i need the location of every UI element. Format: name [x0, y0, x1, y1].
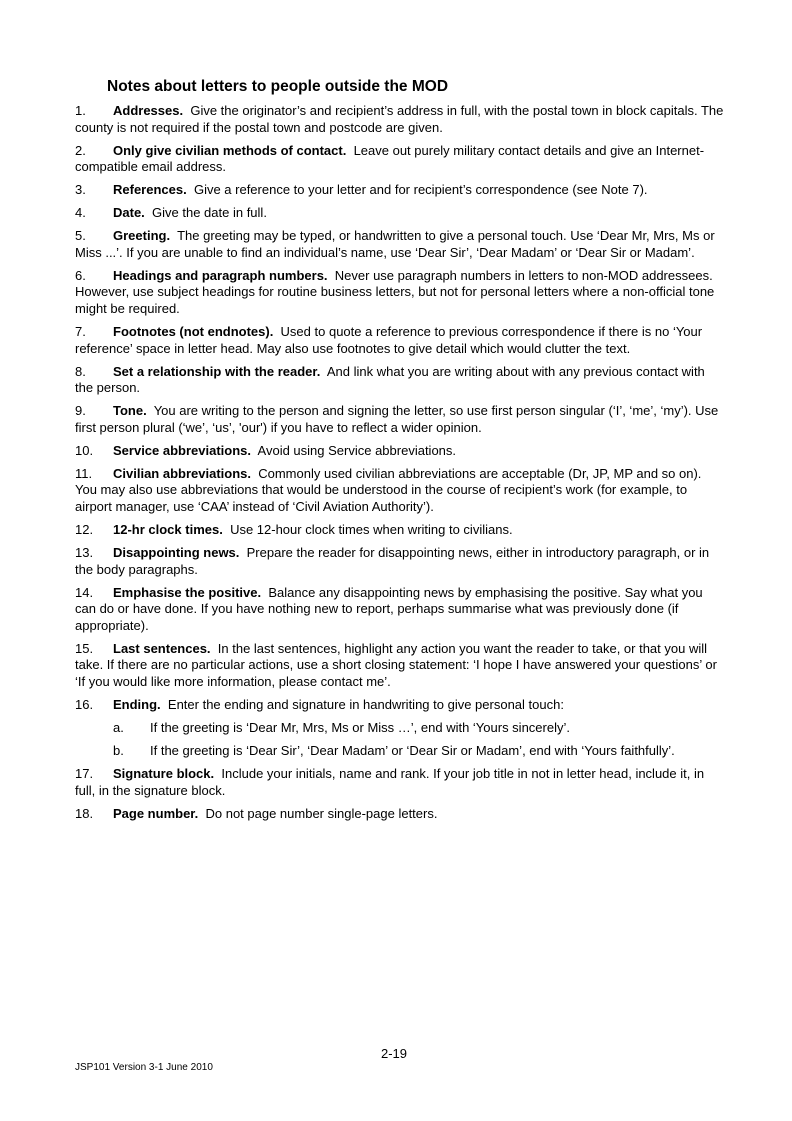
note-heading: Tone. — [113, 403, 147, 419]
note-15 — [75, 641, 725, 691]
note-heading: Addresses. — [113, 103, 184, 118]
note-heading: Ending. — [113, 696, 161, 712]
note-number: 4. — [75, 205, 86, 221]
note-text: Avoid using Service abbreviations. — [257, 442, 457, 458]
note-number: 7. — [75, 324, 86, 340]
note-number: 16. — [75, 696, 94, 712]
note-16 — [75, 697, 725, 714]
note-heading: Civilian abbreviations. — [113, 465, 251, 481]
note-text: The greeting may be typed, or handwritten to give a personal touch. Use ‘Dear Mr, Mrs, Ms or Miss ...’. If you are unable to find an individual’s name, use ‘Dear Sir’, ‘Dear Madam’ or ‘Dear Sir or Madam’. — [75, 228, 715, 260]
note-number: 14. — [75, 584, 94, 600]
note-text: In the last sentences, highlight any action you want the reader to take, or that you will take. If there are no particular actions, use a short closing statement: ‘I hope I have answered your questions’ or ‘If you would like more information, please contact me’. — [75, 640, 717, 689]
note-text: Commonly used civilian abbreviations are acceptable (Dr, JP, MP and so on). You may also use abbreviations that would be understood in the course of recipient’s work (for example, to airport manager, use ‘CAA’ instead of ‘Civil Aviation Authority’). — [75, 465, 702, 514]
note-13 — [75, 545, 725, 578]
sub-note-letter: b. — [113, 743, 124, 759]
note-number: 2. — [75, 142, 86, 158]
note-5 — [75, 228, 725, 261]
note-number: 10. — [75, 442, 94, 458]
note-9 — [75, 403, 725, 436]
note-2 — [75, 143, 725, 176]
note-text: And link what you are writing about with any previous contact with the person. — [75, 363, 705, 396]
note-heading: Date. — [113, 205, 145, 221]
note-number: 1. — [75, 103, 86, 118]
document-reference-footer: JSP101 Version 3-1 June 2010 — [75, 1062, 213, 1073]
note-text: Include your initials, name and rank. If your job title in not in letter head, include it, in full, in the signature block. — [75, 766, 705, 798]
note-number: 3. — [75, 182, 86, 198]
note-10 — [75, 443, 725, 460]
page-number: 2-19 — [381, 1046, 408, 1061]
note-4 — [75, 205, 725, 222]
note-number: 11. — [75, 465, 93, 481]
note-heading: Signature block. — [113, 766, 215, 782]
note-8 — [75, 364, 725, 397]
note-text: Give the originator’s and recipient’s address in full, with the postal town in block capitals. The county is not required if the postal town and postcode are given. — [75, 103, 724, 135]
note-heading: Last sentences. — [113, 640, 211, 656]
note-12 — [75, 522, 725, 539]
note-heading: Disappointing news. — [113, 545, 240, 561]
note-text: Give the date in full. — [152, 205, 267, 221]
note-text: Used to quote a reference to previous correspondence if there is no ‘Your reference’ space in letter head. May also use footnotes to give detail which would clutter the text. — [75, 324, 703, 356]
sub-note-a — [75, 720, 725, 737]
note-18 — [75, 806, 725, 823]
note-heading: 12-hr clock times. — [113, 522, 223, 538]
sub-note-letter: a. — [113, 720, 124, 735]
note-heading: Service abbreviations. — [113, 442, 252, 458]
note-number: 8. — [75, 363, 86, 379]
note-heading: Greeting. — [113, 228, 171, 244]
sub-note-b — [75, 743, 725, 760]
note-1 — [75, 103, 725, 136]
note-14 — [75, 585, 725, 635]
note-heading: Headings and paragraph numbers. — [113, 267, 328, 283]
note-text: Balance any disappointing news by emphasising the positive. Say what you can do or have done. If you have nothing new to report, perhaps summarise what was previously done (if appropriate). — [75, 584, 703, 633]
sub-note-text: If the greeting is ‘Dear Sir’, ‘Dear Madam’ or ‘Dear Sir or Madam’, end with ‘Yours faithfully’. — [150, 743, 675, 759]
note-7 — [75, 324, 725, 357]
sub-note-text: If the greeting is ‘Dear Mr, Mrs, Ms or Miss …’, end with ‘Yours sincerely’. — [150, 720, 570, 735]
note-text: Do not page number single-page letters. — [205, 805, 438, 821]
note-heading: Set a relationship with the reader. — [113, 363, 321, 379]
note-number: 9. — [75, 403, 86, 419]
note-text: Never use paragraph numbers in letters to non-MOD addressees. However, use subject headings for routine business letters, but not for personal letters where a non-official tone might be required. — [75, 267, 715, 316]
note-text: Enter the ending and signature in handwriting to give personal touch: — [167, 696, 564, 712]
note-11 — [75, 466, 725, 516]
note-heading: References. — [113, 182, 187, 198]
note-text: You are writing to the person and signing the letter, so use first person singular (‘I’, ‘me’, ‘my’). Use first person plural (‘we’, ‘us’, 'our') if you have to reflect a wider opinion. — [75, 403, 719, 435]
note-text: Give a reference to your letter and for recipient’s correspondence (see Note 7). — [193, 182, 648, 198]
note-heading: Only give civilian methods of contact. — [113, 142, 347, 158]
note-number: 6. — [75, 267, 86, 283]
note-text: Use 12-hour clock times when writing to civilians. — [230, 522, 513, 538]
note-heading: Emphasise the positive. — [113, 584, 262, 600]
note-6 — [75, 268, 725, 318]
note-number: 13. — [75, 545, 94, 561]
page-title: Notes about letters to people outside the MOD — [107, 78, 449, 95]
note-text: Prepare the reader for disappointing news, either in introductory paragraph, or in the body paragraphs. — [75, 545, 710, 577]
note-3 — [75, 182, 725, 199]
note-number: 18. — [75, 805, 94, 821]
note-heading: Footnotes (not endnotes). — [113, 324, 274, 340]
note-number: 15. — [75, 640, 94, 656]
note-text: Leave out purely military contact details and give an Internet-compatible email address. — [75, 142, 705, 175]
notes-list — [75, 103, 725, 829]
note-heading: Page number. — [113, 805, 199, 821]
note-17 — [75, 766, 725, 799]
note-number: 17. — [75, 766, 94, 782]
note-number: 5. — [75, 228, 86, 244]
note-number: 12. — [75, 522, 94, 538]
